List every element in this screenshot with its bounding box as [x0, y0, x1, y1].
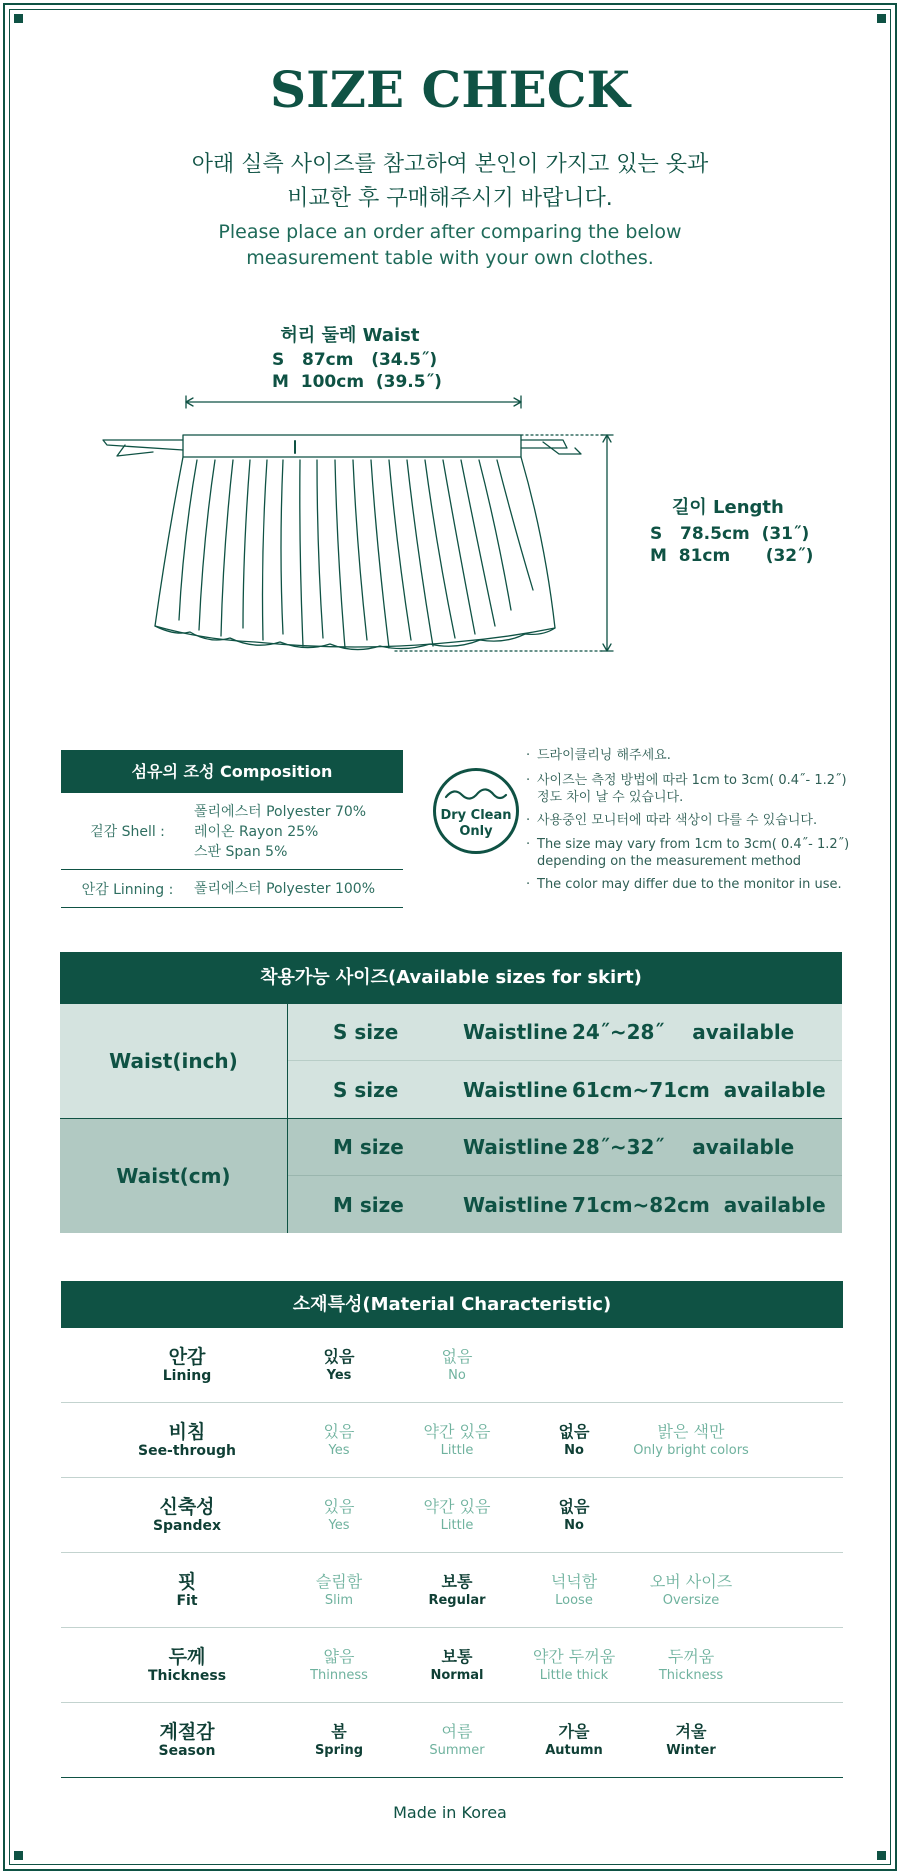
material-option [279, 1553, 399, 1628]
care-note-line: · The size may vary from 1cm to 3cm( 0.4˝- 1.2˝) [537, 837, 850, 852]
option-ko: 약간 있음 [423, 1421, 491, 1441]
lining-label: 안감 Linning : [81, 881, 174, 898]
care-note-line: · 사이즈는 측정 방법에 따라 1cm to 3cm( 0.4˝- 1.2˝) [537, 773, 847, 788]
intro-korean-line: 비교한 후 구매해주시기 바랍니다. [287, 186, 613, 211]
length-size-row: M 81cm (32˝) [650, 546, 814, 566]
care-note [525, 772, 855, 806]
material-option [397, 1328, 517, 1403]
option-ko: 두꺼움 [667, 1646, 715, 1666]
option-ko: 넉넉함 [550, 1571, 598, 1591]
option-en: No [564, 1442, 584, 1458]
material-attribute [127, 1328, 247, 1403]
material-attribute [127, 1403, 247, 1478]
option-en: Regular [428, 1592, 486, 1608]
corner-ornament [877, 1851, 886, 1860]
size-range: 24˝~28˝ available [572, 1020, 795, 1044]
option-en: Winter [666, 1742, 716, 1758]
option-en: Slim [324, 1592, 354, 1608]
composition-header: 섬유의 조성 Composition [61, 750, 403, 793]
size-measure: Waistline [463, 1135, 568, 1159]
material-option [279, 1328, 399, 1403]
option-en: Summer [429, 1742, 485, 1758]
size-measure: Waistline [463, 1077, 568, 1102]
attribute-en: Season [158, 1742, 216, 1759]
intro-english [0, 219, 900, 271]
size-group-inch [60, 1004, 842, 1119]
shell-values [194, 793, 403, 869]
size-name: M size [333, 1135, 404, 1159]
material-option [397, 1703, 517, 1778]
option-en: Thinness [310, 1667, 368, 1683]
size-row [288, 1176, 842, 1233]
material-row [61, 1553, 843, 1628]
dry-clean-line: Dry Clean [440, 808, 512, 823]
attribute-ko: 핏 [177, 1570, 197, 1593]
attribute-ko: 계절감 [159, 1720, 215, 1743]
attribute-ko: 안감 [168, 1345, 206, 1368]
material-row [61, 1628, 843, 1703]
option-ko: 보통 [441, 1646, 473, 1666]
dry-clean-line: Only [459, 824, 493, 839]
option-en: Normal [430, 1667, 484, 1683]
care-note-line: depending on the measurement method [537, 854, 802, 869]
care-note-line: · 드라이클리닝 해주세요. [537, 748, 671, 763]
composition-shell-row [61, 793, 403, 870]
option-ko: 가을 [558, 1721, 590, 1741]
material-option [279, 1478, 399, 1553]
wave-icon [444, 783, 508, 805]
option-en: Little thick [539, 1667, 609, 1683]
made-in-label: Made in Korea [393, 1803, 507, 1822]
material-option [514, 1553, 634, 1628]
attribute-en: Spandex [152, 1517, 222, 1534]
lining-value: 폴리에스터 Polyester 100% [194, 880, 375, 897]
attribute-ko: 두께 [168, 1645, 206, 1668]
option-ko: 있음 [323, 1346, 355, 1366]
size-name: S size [333, 1020, 399, 1044]
composition-table [61, 750, 403, 908]
option-en: Loose [555, 1592, 593, 1608]
option-en: Yes [326, 1367, 352, 1383]
attribute-en: Thickness [147, 1667, 227, 1684]
attribute-en: Fit [176, 1592, 198, 1609]
length-measurement [650, 493, 814, 567]
size-range: 71cm~82cm available [572, 1192, 826, 1217]
option-en: Thickness [658, 1667, 724, 1683]
option-ko: 봄 [331, 1721, 347, 1741]
option-en: Yes [328, 1442, 350, 1458]
corner-ornament [14, 1851, 23, 1860]
waist-size-row: M 100cm (39.5˝) [272, 372, 442, 392]
option-ko: 있음 [323, 1496, 355, 1516]
composition-lining-row [61, 870, 403, 908]
material-option [631, 1703, 751, 1778]
material-option [279, 1703, 399, 1778]
care-notes [525, 747, 855, 893]
material-option [279, 1403, 399, 1478]
dry-clean-label [436, 808, 516, 840]
attribute-ko: 비침 [168, 1420, 206, 1443]
waist-measurement [240, 321, 460, 393]
size-range: 28˝~32˝ available [572, 1135, 795, 1159]
care-note [525, 876, 855, 893]
option-ko: 오버 사이즈 [649, 1571, 733, 1591]
skirt-illustration [95, 390, 715, 670]
material-option [514, 1403, 634, 1478]
option-ko: 겨울 [675, 1721, 707, 1741]
option-en: Little [440, 1517, 474, 1533]
material-row [61, 1403, 843, 1478]
care-note [525, 812, 855, 829]
waist-size-row: S 87cm (34.5˝) [272, 350, 438, 370]
material-option [397, 1403, 517, 1478]
shell-fabric: 레이온 Rayon 25% [194, 824, 319, 840]
option-ko: 없음 [558, 1496, 590, 1516]
size-group-cm [60, 1119, 842, 1233]
size-name: S size [333, 1077, 399, 1102]
length-title: 길이 Length [672, 497, 784, 518]
option-en: Little [440, 1442, 474, 1458]
option-ko: 없음 [441, 1346, 473, 1366]
option-en: Oversize [662, 1592, 720, 1608]
material-attribute [127, 1628, 247, 1703]
option-ko: 슬림함 [315, 1571, 363, 1591]
option-en: Spring [314, 1742, 364, 1758]
size-name: M size [333, 1192, 404, 1217]
size-row [288, 1004, 842, 1061]
shell-fabric: 폴리에스터 Polyester 70% [194, 804, 367, 820]
size-measure: Waistline [463, 1020, 568, 1044]
material-option [514, 1703, 634, 1778]
option-en: Only bright colors [633, 1442, 749, 1458]
material-option [631, 1628, 751, 1703]
care-note [525, 747, 855, 764]
option-ko: 얇음 [323, 1646, 355, 1666]
material-option [397, 1478, 517, 1553]
attribute-en: See-through [137, 1442, 237, 1459]
attribute-ko: 신축성 [159, 1495, 215, 1518]
option-ko: 없음 [558, 1421, 590, 1441]
page-title: SIZE CHECK [270, 60, 630, 119]
material-option [279, 1628, 399, 1703]
attribute-en: Lining [162, 1367, 212, 1384]
material-table-header: 소재특성(Material Characteristic) [61, 1281, 843, 1328]
care-note [525, 836, 855, 870]
intro-english-line: Please place an order after comparing the below [218, 221, 682, 243]
material-option [631, 1403, 751, 1478]
size-group-label: Waist(inch) [60, 1004, 288, 1118]
size-range: 61cm~71cm available [572, 1077, 826, 1102]
care-note-line: 정도 차이 날 수 있습니다. [537, 790, 684, 805]
material-attribute [127, 1553, 247, 1628]
material-row [61, 1328, 843, 1403]
size-measure: Waistline [463, 1192, 568, 1217]
material-characteristic-table [61, 1281, 843, 1778]
intro-korean [0, 148, 900, 216]
option-ko: 밝은 색만 [657, 1421, 725, 1441]
option-ko: 여름 [441, 1721, 473, 1741]
material-option [631, 1553, 751, 1628]
care-note-line: · The color may differ due to the monitor in use. [537, 877, 842, 892]
material-attribute [127, 1478, 247, 1553]
corner-ornament [14, 14, 23, 23]
option-en: No [564, 1517, 584, 1533]
waist-title: 허리 둘레 Waist [280, 325, 420, 346]
material-option [514, 1478, 634, 1553]
option-ko: 약간 있음 [423, 1496, 491, 1516]
shell-fabric: 스판 Span 5% [194, 844, 288, 860]
material-option [514, 1628, 634, 1703]
intro-english-line: measurement table with your own clothes. [246, 247, 654, 269]
size-row [288, 1119, 842, 1176]
material-option [397, 1628, 517, 1703]
corner-ornament [877, 14, 886, 23]
material-row [61, 1478, 843, 1553]
size-table-header: 착용가능 사이즈(Available sizes for skirt) [60, 952, 842, 1004]
size-row [288, 1061, 842, 1118]
option-ko: 약간 두꺼움 [532, 1646, 616, 1666]
option-en: No [448, 1367, 466, 1383]
shell-label: 겉감 Shell : [90, 824, 165, 840]
material-option [397, 1553, 517, 1628]
material-row [61, 1703, 843, 1778]
length-size-row: S 78.5cm (31˝) [650, 524, 810, 544]
size-group-label: Waist(cm) [60, 1119, 288, 1233]
option-en: Yes [328, 1517, 350, 1533]
option-ko: 보통 [441, 1571, 473, 1591]
dry-clean-only-icon [433, 768, 519, 854]
available-sizes-table [60, 952, 842, 1233]
care-note-line: · 사용중인 모니터에 따라 색상이 다를 수 있습니다. [537, 813, 818, 828]
option-ko: 있음 [323, 1421, 355, 1441]
option-en: Autumn [545, 1742, 603, 1758]
intro-korean-line: 아래 실측 사이즈를 참고하여 본인이 가지고 있는 옷과 [191, 152, 709, 177]
material-attribute [127, 1703, 247, 1778]
